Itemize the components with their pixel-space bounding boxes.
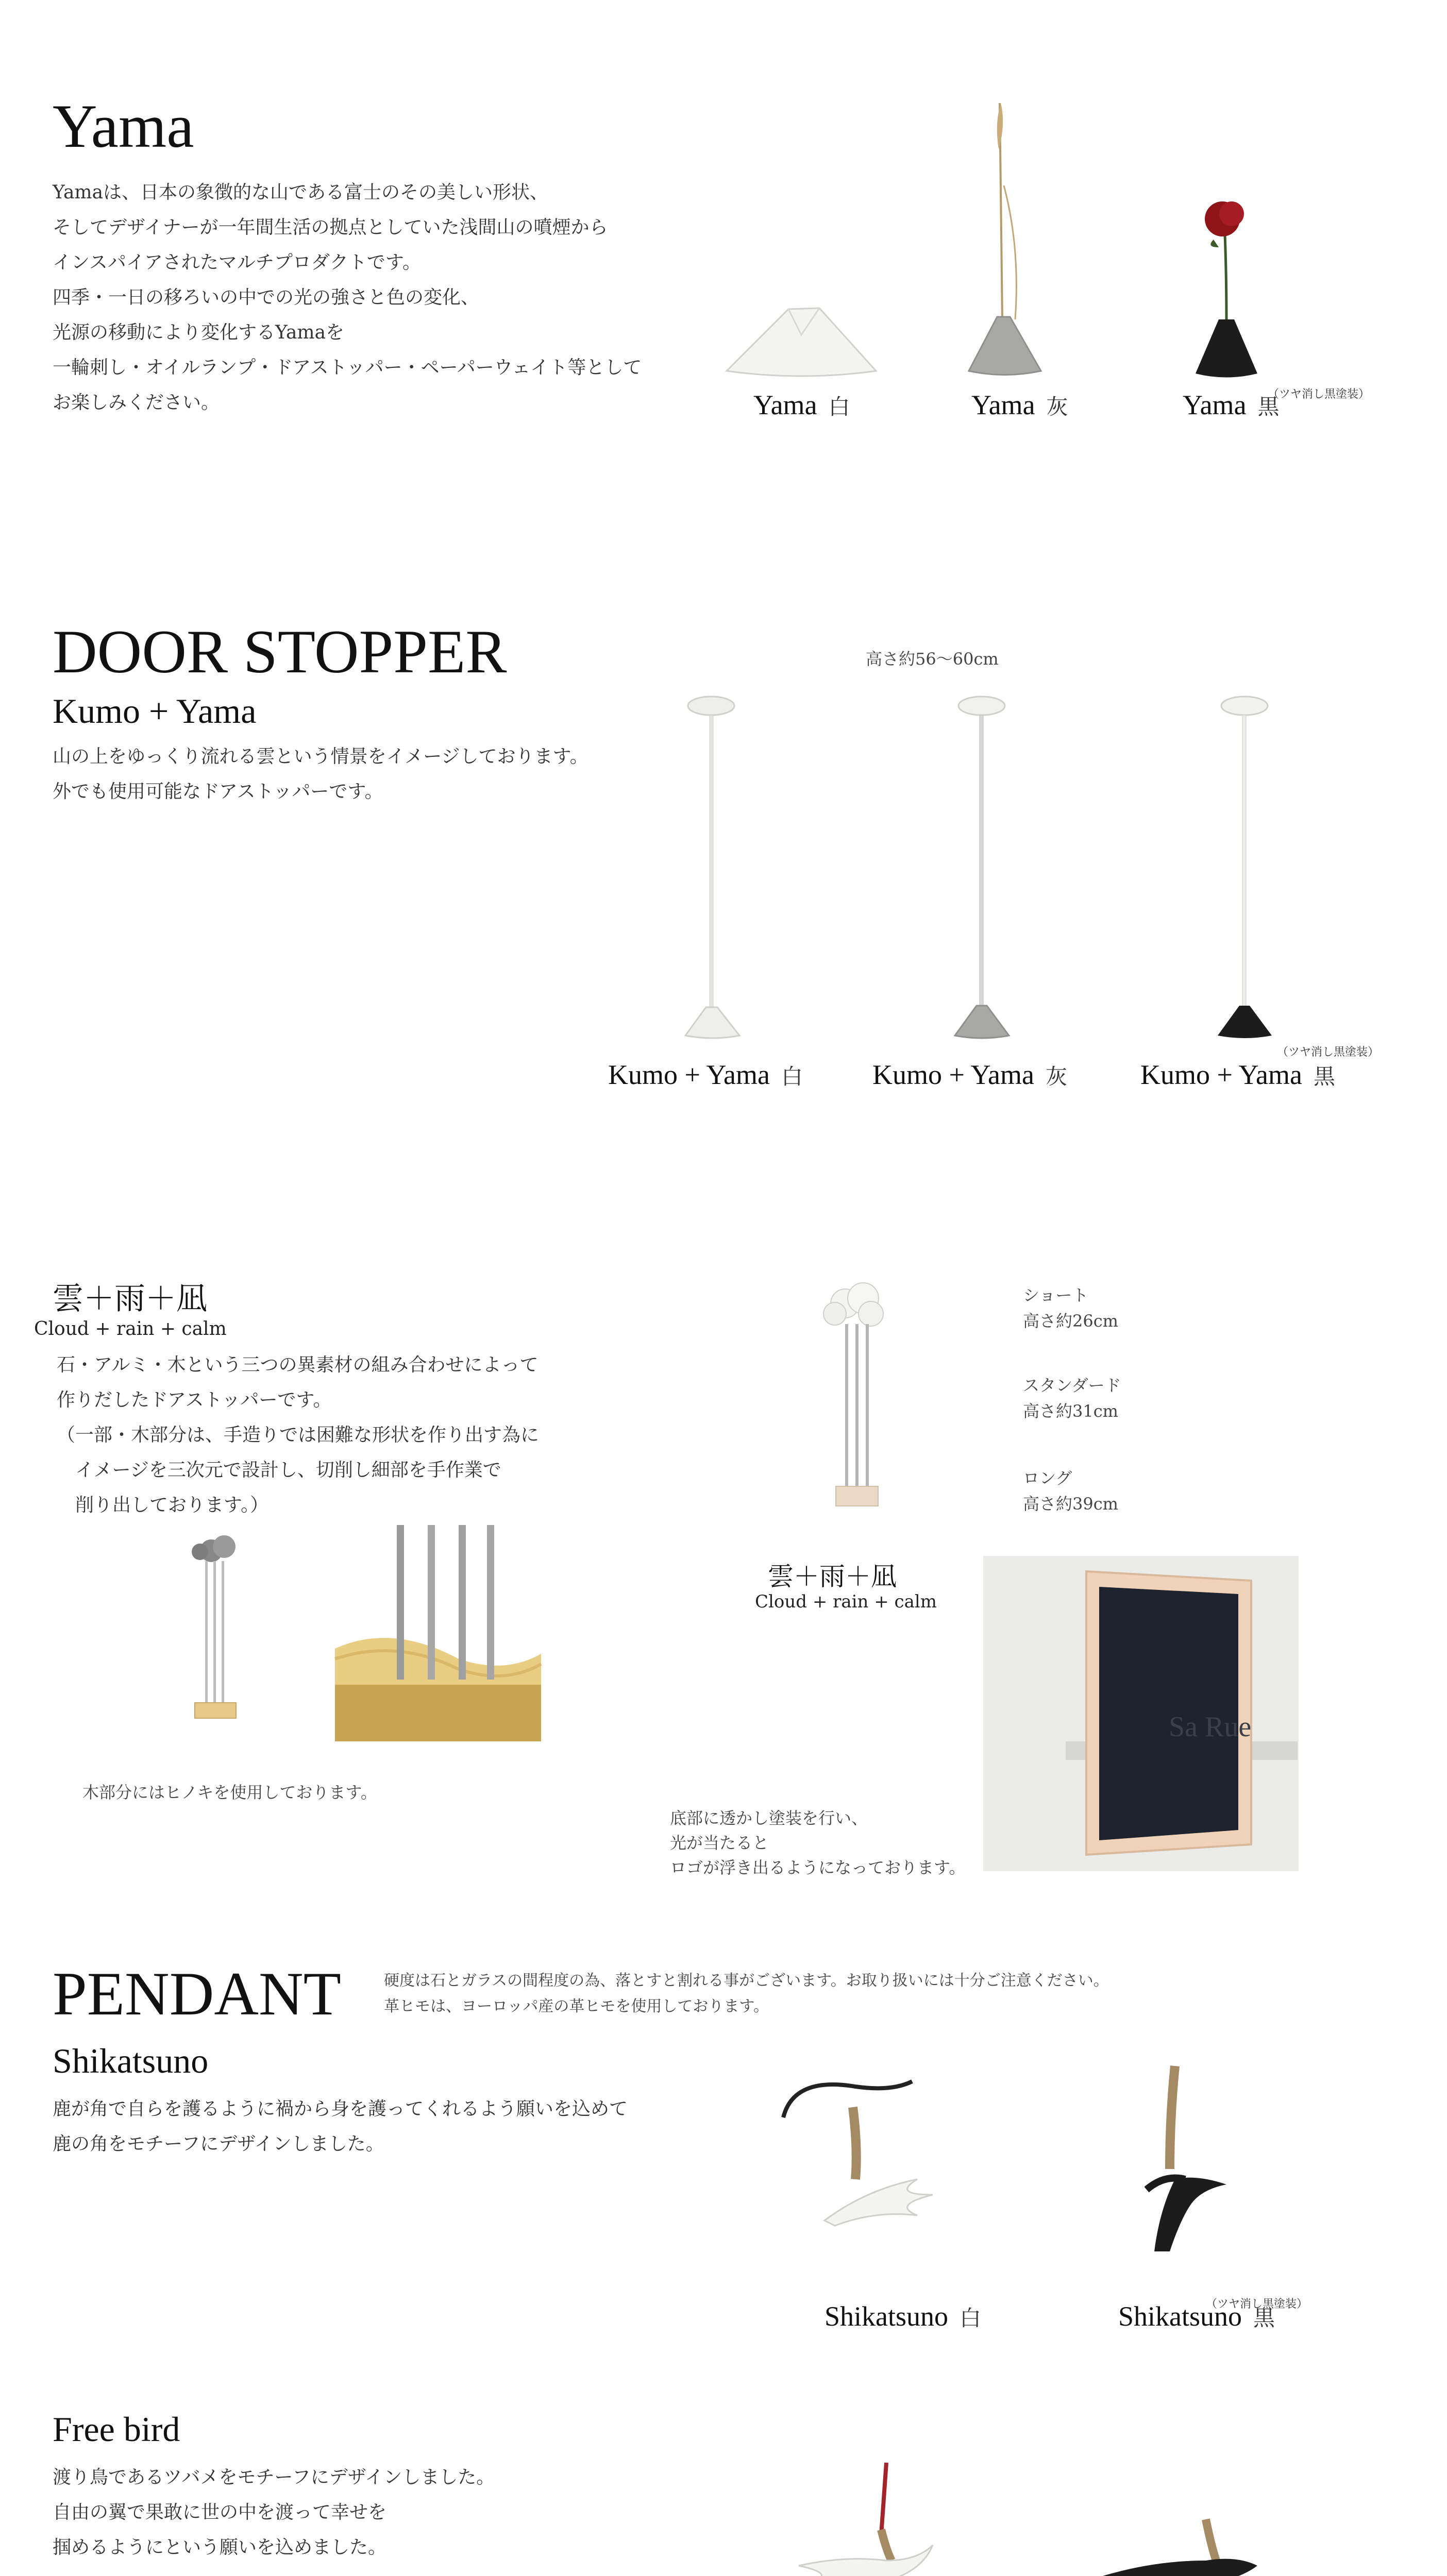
door-stopper-description: 山の上をゆっくり流れる雲という情景をイメージしております。 外でも使用可能なドアストッパーです。 xyxy=(53,746,588,802)
cloud-rain-title-en: Cloud + rain + calm xyxy=(34,1318,227,1340)
wood-note: 木部分にはヒノキを使用しております。 xyxy=(82,1783,377,1802)
kumo-yama-caption-3 xyxy=(1140,1059,1335,1091)
base-note: 底部に透かし塗装を行い、 光が当たると ロゴが浮き出るようになっております。 xyxy=(670,1808,966,1877)
product-name: Kumo + Yama xyxy=(1140,1059,1302,1090)
cloud-rain-caption: 雲＋雨＋凪 xyxy=(768,1562,897,1591)
yama-gray-image xyxy=(969,103,1041,375)
shikatsuno-black-image xyxy=(1147,2066,1226,2251)
kumo-yama-gray-image xyxy=(955,697,1009,1038)
product-variant: 白 xyxy=(960,2307,982,2331)
shikatsuno-finish-note: （ツヤ消し黒塗装） xyxy=(1206,2298,1308,2311)
product-variant: 白 xyxy=(781,1065,803,1089)
size-short-name: ショート xyxy=(1023,1285,1089,1305)
yama-finish-note: （ツヤ消し黒塗装） xyxy=(1268,388,1370,401)
product-variant: 灰 xyxy=(1045,1065,1067,1089)
cloud-rain-caption-en: Cloud + rain + calm xyxy=(755,1591,937,1612)
kumo-yama-white-image xyxy=(685,697,739,1038)
yama-caption-2 xyxy=(971,389,1068,421)
yama-title: Yama xyxy=(53,92,194,160)
base-logo-photo xyxy=(983,1556,1299,1871)
product-variant: 灰 xyxy=(1046,396,1068,419)
product-name: Yama xyxy=(971,389,1035,420)
yama-caption-3 xyxy=(1183,389,1280,421)
kumo-yama-caption-1 xyxy=(608,1059,803,1091)
product-name: Kumo + Yama xyxy=(608,1059,770,1090)
shikatsuno-caption-1 xyxy=(825,2300,981,2332)
kumo-yama-finish-note: （ツヤ消し黒塗装） xyxy=(1277,1046,1379,1059)
cloud-rain-title: 雲＋雨＋凪 xyxy=(53,1282,207,1316)
product-variant: 白 xyxy=(828,396,850,419)
door-stopper-height-note: 高さ約56～60cm xyxy=(866,649,999,669)
shikatsuno-description: 鹿が角で自らを護るように禍から身を護ってくれるよう願いを込めて 鹿の角をモチーフにデザインしました。 xyxy=(53,2098,628,2155)
size-short-height: 高さ約26cm xyxy=(1023,1311,1118,1331)
product-name: Yama xyxy=(753,389,817,420)
size-standard-name: スタンダード xyxy=(1023,1376,1121,1395)
size-standard-height: 高さ約31cm xyxy=(1023,1401,1118,1421)
product-name: Kumo + Yama xyxy=(872,1059,1034,1090)
kumo-yama-images xyxy=(670,685,1340,1046)
freebird-title: Free bird xyxy=(53,2410,180,2449)
yama-white-image xyxy=(727,308,876,376)
cloud-rain-small-images xyxy=(170,1520,634,1757)
door-stopper-title: DOOR STOPPER xyxy=(53,617,507,686)
product-name: Shikatsuno xyxy=(1118,2301,1242,2332)
shikatsuno-title: Shikatsuno xyxy=(53,2041,209,2080)
cloud-rain-description: 石・アルミ・木という三つの異素材の組み合わせによって 作りだしたドアストッパーです。 （一部・木部分は、手造りでは困難な形状を作り出す為に イメージを三次元で設計し、切削し細部を手作業で 削り出しております。） xyxy=(57,1354,540,1516)
yama-images xyxy=(711,93,1381,392)
yama-description: Yamaは、日本の象徴的な山である富士のその美しい形状、 そしてデザイナーが一年間生活の拠点としていた浅間山の噴煙から インスパイアされたマルチプロダクトです。 四季・一日の移ろいの中での光の強さと色の変化、 光源の移動により変化するYamaを 一輪刺し・オイルランプ・ドアストッパー・ペーパーウェイト等として お楽しみください。 xyxy=(53,182,642,413)
yama-caption-1 xyxy=(753,389,850,421)
freebird-white-image xyxy=(799,2463,933,2576)
cloud-rain-mini-image xyxy=(192,1535,236,1718)
freebird-black-image xyxy=(1103,2519,1257,2576)
size-long-height: 高さ約39cm xyxy=(1023,1494,1118,1514)
pendant-title: PENDANT xyxy=(53,1959,341,2028)
kumo-yama-black-image xyxy=(1218,697,1272,1038)
size-long-name: ロング xyxy=(1023,1468,1072,1488)
product-variant: 黒 xyxy=(1313,1065,1335,1089)
kumo-yama-caption-2 xyxy=(872,1059,1067,1091)
product-variant: 黒 xyxy=(1253,2307,1275,2331)
shikatsuno-images xyxy=(763,2056,1330,2262)
product-variant: 黒 xyxy=(1257,396,1280,419)
pendant-notice: 硬度は石とガラスの間程度の為、落とすと割れる事がございます。お取り扱いには十分ご注意ください。 革ヒモは、ヨーロッパ産の革ヒモを使用しております。 xyxy=(384,1972,1109,2015)
product-name: Yama xyxy=(1183,389,1247,420)
freebird-description: 渡り鳥であるツバメをモチーフにデザインしました。 自由の翼で果敢に世の中を渡って幸せを 掴めるようにという願いを込めました。 xyxy=(53,2467,495,2558)
freebird-images xyxy=(783,2458,1350,2576)
logo-watermark: Sa Rue xyxy=(1169,1711,1252,1743)
product-name: Shikatsuno xyxy=(825,2301,949,2332)
door-stopper-subtitle: Kumo + Yama xyxy=(53,691,257,731)
shikatsuno-caption-2 xyxy=(1118,2300,1275,2332)
cloud-rain-main-image xyxy=(804,1278,907,1535)
yama-black-image xyxy=(1196,201,1257,378)
shikatsuno-white-image xyxy=(783,2081,933,2226)
wood-detail-image xyxy=(335,1525,541,1741)
